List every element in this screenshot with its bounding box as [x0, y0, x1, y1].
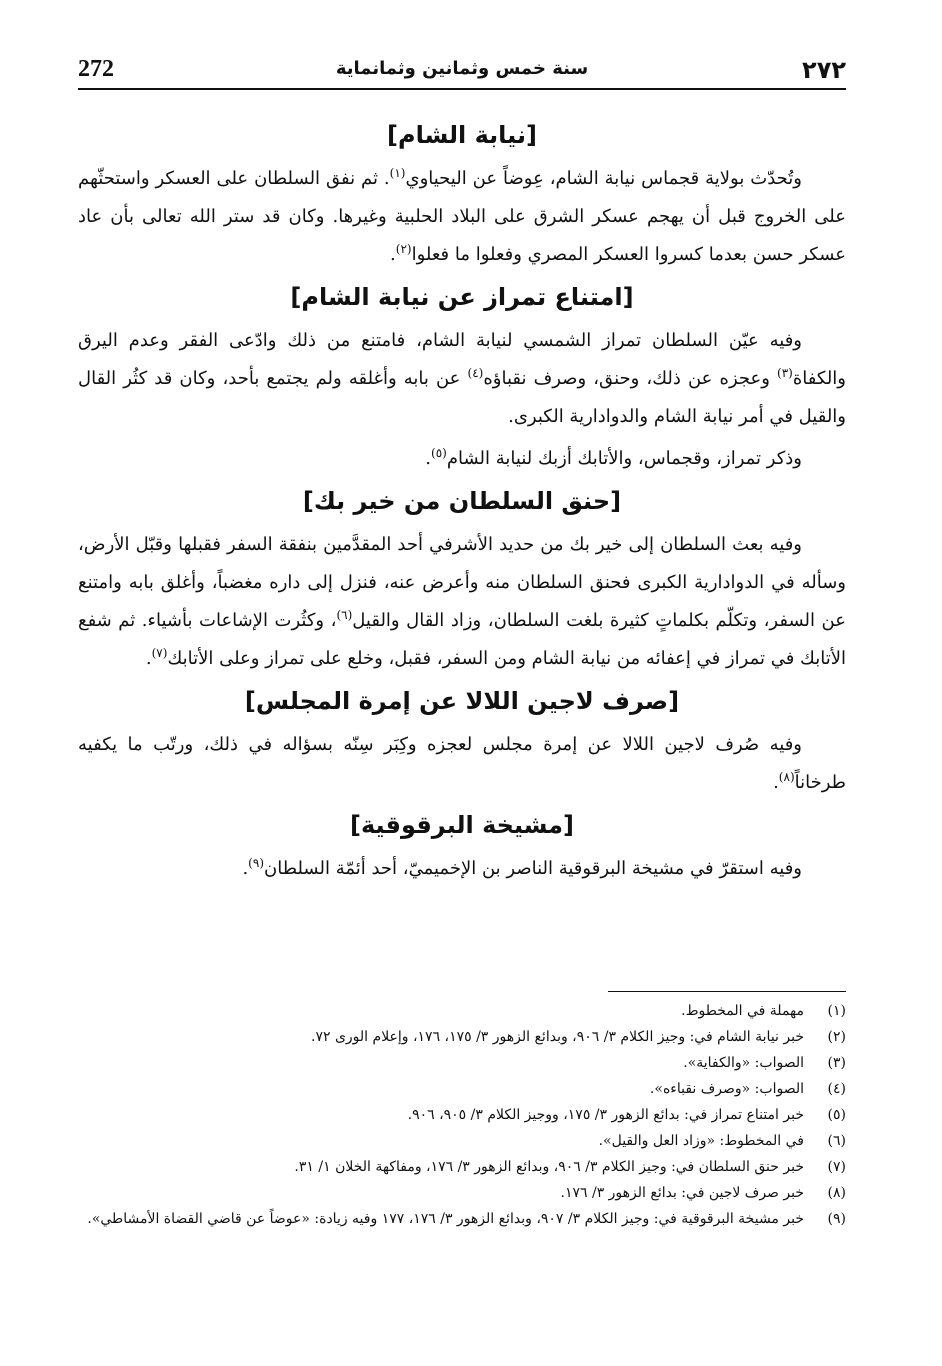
section-heading: [امتناع تمراز عن نيابة الشام] [290, 283, 634, 311]
footnote-text: خبر امتناع تمراز في: بدائع الزهور ٣/ ١٧٥، ووجيز الكلام ٣/ ٩٠٥، ٩٠٦. [407, 1107, 804, 1123]
footnote-text: الصواب: «وصرف نقباءه». [649, 1081, 804, 1097]
footnote-text: مهملة في المخطوط. [681, 1003, 804, 1019]
footnote [78, 1180, 846, 1206]
paragraph: وفيه استقرّ في مشيخة البرقوقية الناصر بن الإخميميّ، أحد أئمّة السلطان$^{(٩)}$. [242, 856, 802, 879]
footnote-number: (٨) [827, 1185, 846, 1201]
footnote [78, 1154, 846, 1180]
section-heading: [مشيخة البرقوقية] [349, 811, 574, 839]
section-heading: [حنق السلطان من خير بك] [302, 487, 622, 515]
footnote-number: (١) [827, 1003, 846, 1019]
footnote-text: خبر صرف لاجين في: بدائع الزهور ٣/ ١٧٦. [560, 1185, 804, 1201]
footnote [78, 1024, 846, 1050]
paragraph: وفيه صُرف لاجين اللالا عن إمرة مجلس لعجزه وكِبَر سِنّه بسؤاله في ذلك، ورتّب ما يكفيه طرخاناً$^{(٨)}$. [78, 734, 846, 793]
section-heading: [صرف لاجين اللالا عن إمرة المجلس] [244, 687, 680, 715]
footnote-number: (٢) [827, 1029, 846, 1045]
main-text [78, 112, 846, 892]
footnote-number: (٣) [827, 1055, 846, 1071]
footnote-text: خبر مشيخة البرقوقية في: وجيز الكلام ٣/ ٩٠٧، وبدائع الزهور ٣/ ١٧٦، ١٧٧ وفيه زيادة: «عوضاً عن قاضي القضاة الأمشاطي». [87, 1211, 804, 1227]
footnotes [78, 998, 846, 1232]
footnote [78, 1050, 846, 1076]
footnote-ref: (٤) [467, 366, 484, 380]
footnote-number: (٤) [827, 1081, 846, 1097]
footnote-text: خبر نيابة الشام في: وجيز الكلام ٣/ ٩٠٦، وبدائع الزهور ٣/ ١٧٥، ١٧٦، وإعلام الورى ٧٢. [311, 1029, 804, 1045]
page-number-arabic: ٢٧٢ [802, 56, 846, 84]
paragraph: وفيه بعث السلطان إلى خير بك من حديد الأشرفي أحد المقدَّمين بنفقة السفر فقبلها وقبّل الأرض، وسأله في الدوادارية الكبرى فحنق السلطان منه وأعرض عنه، فنزل إلى داره مغضباً، وأغلق بابه وامتنع عن السفر، وتكلّم بكلماتٍ كثيرة بلغت السلطان، وزاد القال والقيل$^{(٦)}$، وكثُرت الإشاعات بأشياء. ثم شفع الأتابك في تمراز في إعفائه من نيابة الشام ومن السفر، فقبل، وخلع على تمراز وعلى الأتابك$^{(٧)}$. [78, 534, 846, 669]
footnote [78, 1102, 846, 1128]
footnote-ref: (٥) [431, 446, 447, 460]
paragraph: وذكر تمراز، وقجماس، والأتابك أزبك لنيابة الشام$^{(٥)}$. [425, 446, 802, 469]
page-number-latin: 272 [78, 56, 114, 82]
footnote-ref: (٩) [248, 856, 264, 870]
section-heading: [نيابة الشام] [387, 121, 537, 149]
paragraph: وفيه عيّن السلطان تمراز الشمسي لنيابة الشام، فامتنع من ذلك وادّعى الفقر وعدم اليرق والكفاة$^{(٣)}$ وعجزه عن ذلك، وحنق، وصرف نقباؤه$^{(٤)}$ عن بابه وأغلقه ولم يجتمع بأحد، وكان قد كثُر القال والقيل في أمر نيابة الشام والدوادارية الكبرى. [78, 330, 846, 427]
paragraph: وتُحدّث بولاية قجماس نيابة الشام، عِوضاً عن اليحياوي$^{(١)}$. ثم نفق السلطان على العسكر واستحثّهم على الخروج قبل أن يهجم عسكر الشرق على البلاد الحلبية وغيرها. وكان قد ستر الله تعالى بأن عاد عسكر حسن بعدما كسروا العسكر المصري وفعلوا ما فعلوا$^{(٢)}$. [78, 166, 846, 265]
footnote-text: في المخطوط: «وزاد العل والقيل». [598, 1133, 804, 1149]
footnote-number: (٧) [827, 1159, 846, 1175]
footnote-text: خبر حنق السلطان في: وجيز الكلام ٣/ ٩٠٦، وبدائع الزهور ٣/ ١٧٦، ومفاكهة الخلان ١/ ٣١. [294, 1159, 804, 1175]
page-header [78, 50, 846, 90]
footnote-number: (٦) [827, 1133, 846, 1149]
footnote-number: (٩) [827, 1211, 846, 1227]
footnote-text: الصواب: «والكفاية». [683, 1055, 804, 1071]
footnote [78, 1128, 846, 1154]
footnote [78, 1076, 846, 1102]
footnote [78, 1206, 846, 1232]
footnote-ref: (١) [389, 166, 406, 180]
footnote-ref: (٦) [336, 608, 353, 622]
footnote-number: (٥) [827, 1107, 846, 1123]
running-title: سنة خمس وثمانين وثمانماية [335, 58, 589, 79]
footnote-ref: (٨) [778, 770, 795, 784]
footnote-separator [608, 991, 846, 992]
footnote-ref: (٢) [395, 242, 412, 256]
footnote-ref: (٧) [151, 646, 168, 660]
footnote [78, 998, 846, 1024]
footnote-ref: (٣) [777, 366, 793, 380]
